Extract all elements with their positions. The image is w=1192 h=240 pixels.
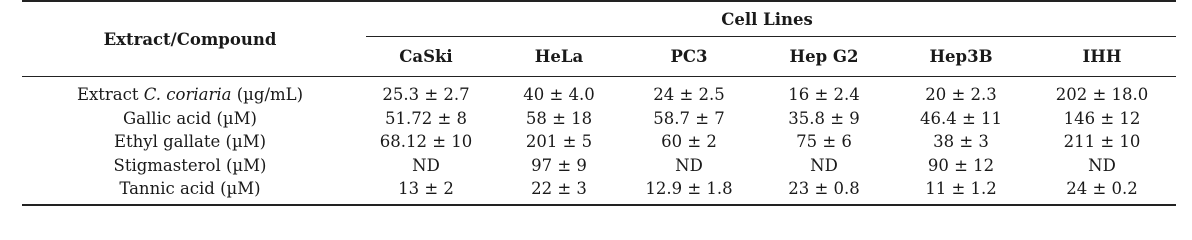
table-cell: 97 ± 9 xyxy=(531,155,587,175)
row-label: Stigmasterol (µM) xyxy=(113,155,267,175)
table-cell: 22 ± 3 xyxy=(494,177,624,205)
table-cell: 211 ± 10 xyxy=(1063,132,1141,152)
column-header-hep3b: Hep3B xyxy=(894,36,1028,77)
group-header: Cell Lines xyxy=(358,1,1176,36)
table-row xyxy=(22,177,1176,205)
table-cell: 23 ± 0.8 xyxy=(754,177,894,205)
row-label-suffix: (µg/mL) xyxy=(231,85,304,104)
table-cell: 60 ± 2 xyxy=(661,132,717,152)
table-cell: 201 ± 5 xyxy=(525,132,593,152)
table-row xyxy=(22,154,1176,178)
table-cell: 13 ± 2 xyxy=(358,177,494,205)
table-cell: ND xyxy=(412,155,440,175)
stub-header: Extract/Compound xyxy=(22,1,358,77)
table-cell: 75 ± 6 xyxy=(796,132,852,152)
table-cell: 58.7 ± 7 xyxy=(653,108,725,128)
table-cell: 40 ± 4.0 xyxy=(523,85,595,104)
row-label-species: C. coriaria xyxy=(143,85,232,104)
column-header-hela: HeLa xyxy=(494,36,624,77)
table-cell: 20 ± 2.3 xyxy=(925,85,997,104)
table-body xyxy=(22,77,1176,205)
table-cell: 202 ± 18.0 xyxy=(1055,85,1149,104)
table-cell: 90 ± 12 xyxy=(927,155,995,175)
table-cell: 11 ± 1.2 xyxy=(894,177,1028,205)
cell-lines-table xyxy=(22,0,1176,206)
table-cell: 68.12 ± 10 xyxy=(379,132,473,152)
table-row xyxy=(22,77,1176,107)
table-cell: 46.4 ± 11 xyxy=(919,108,1003,128)
table-cell: 51.72 ± 8 xyxy=(384,108,468,128)
table-cell: 16 ± 2.4 xyxy=(788,85,860,104)
column-header-caski: CaSki xyxy=(358,36,494,77)
table-cell: 146 ± 12 xyxy=(1063,108,1141,128)
column-header-ihh: IHH xyxy=(1028,36,1176,77)
table-cell: 38 ± 3 xyxy=(933,132,989,152)
column-header-hepg2: Hep G2 xyxy=(754,36,894,77)
row-label-prefix: Extract xyxy=(76,85,144,104)
table-cell: 24 ± 0.2 xyxy=(1028,177,1176,205)
row-label: Ethyl gallate (µM) xyxy=(113,132,267,152)
table-cell: ND xyxy=(1088,155,1116,175)
table-cell: 25.3 ± 2.7 xyxy=(382,85,470,104)
table-cell: ND xyxy=(810,155,838,175)
table-cell: 58 ± 18 xyxy=(525,108,593,128)
table-row xyxy=(22,107,1176,131)
row-label xyxy=(22,77,358,107)
row-label: Gallic acid (µM) xyxy=(123,108,257,128)
column-header-pc3: PC3 xyxy=(624,36,754,77)
table-cell: ND xyxy=(675,155,703,175)
table-row xyxy=(22,130,1176,154)
row-label: Tannic acid (µM) xyxy=(22,177,358,205)
table-cell: 12.9 ± 1.8 xyxy=(624,177,754,205)
table-header xyxy=(22,1,1176,77)
table-cell: 24 ± 2.5 xyxy=(653,85,725,104)
table-cell: 35.8 ± 9 xyxy=(788,108,860,128)
